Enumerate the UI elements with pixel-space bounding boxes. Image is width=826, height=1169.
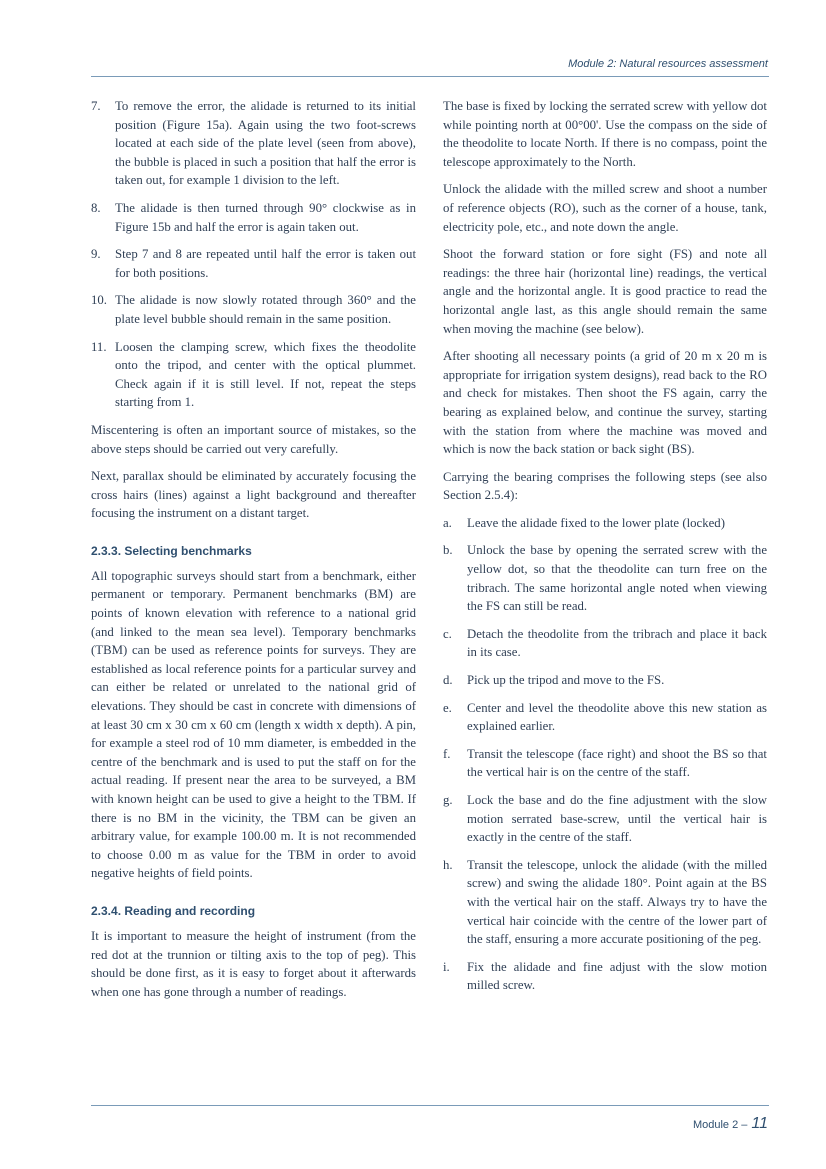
step-letter: i. xyxy=(443,959,450,974)
paragraph-base-fixed: The base is fixed by locking the serrated screw with yellow dot while pointing north at 00°00'. Use the compass on the side of the theodolite to locate North. If there is no compass, point the telescope approximately to the North. xyxy=(443,99,767,169)
left-column xyxy=(91,97,416,1010)
paragraph-parallax: Next, parallax should be eliminated by accurately focusing the cross hairs (lines) against a light background and thereafter focusing the instrument on a distant target. xyxy=(91,469,416,521)
step-b xyxy=(443,541,767,615)
paragraph-unlock-alidade: Unlock the alidade with the milled screw and shoot a number of reference objects (RO), such as the corner of a house, tank, electricity pole, etc., and note down the angle. xyxy=(443,182,767,234)
item-number: 8. xyxy=(91,200,101,215)
item-number: 9. xyxy=(91,247,101,262)
item-text: Step 7 and 8 are repeated until half the error is taken out for both positions. xyxy=(115,247,416,280)
step-text: Pick up the tripod and move to the FS. xyxy=(467,673,665,688)
page-footer xyxy=(693,1115,768,1133)
section-heading-benchmarks: 2.3.3. Selecting benchmarks xyxy=(91,543,252,558)
paragraph-carrying-bearing: Carrying the bearing comprises the following steps (see also Section 2.5.4): xyxy=(443,469,767,503)
header-rule xyxy=(91,76,769,77)
item-text: The alidade is now slowly rotated through 360° and the plate level bubble should remain in the same position. xyxy=(115,293,416,326)
step-text: Center and level the theodolite above this new station as explained earlier. xyxy=(467,700,767,734)
item-8 xyxy=(91,199,416,236)
step-letter: g. xyxy=(443,793,453,807)
step-c xyxy=(443,625,767,662)
step-letter: c. xyxy=(443,626,452,641)
step-d xyxy=(443,671,767,690)
page-number: 11 xyxy=(751,1115,768,1132)
step-text: Transit the telescope, unlock the alidade (with the milled screw) and swing the alidade 180°. Point again at the BS with the vertical hair on the staff. Always try to have the vertical hair coincide with the centre of the lower part of the staff, ensuring a more accurate positioning of the peg. xyxy=(467,857,767,947)
step-letter: f. xyxy=(443,746,451,761)
item-number: 11. xyxy=(91,339,107,354)
step-letter: d. xyxy=(443,673,453,688)
paragraph-benchmarks: All topographic surveys should start from a benchmark, either permanent or temporary. Permanent benchmarks (BM) are points of known elevation with reference to a national grid (and linked to the mean sea level). Temporary benchmarks (TBM) can be used as reference points for surveys. They are established as local reference points for a particular survey and can either be related or unrelated to the national grid of elevations. They should be cast in concrete with dimensions of at least 30 cm x 30 cm x 60 cm (length x width x depth). A pin, for example a steel rod of 10 mm diameter, is embedded in the centre of the benchmark and is used to put the staff on for the actual reading. If present near the area to be surveyed, a BM with known height can be used to give a height to the TBM. If there is no BM in the vicinity, the TBM can be given an arbitrary value, for example 100.00 m. It is not recommended to choose 0.00 m as value for the TBM in order to avoid negative heights of field points. xyxy=(91,568,416,881)
step-text: Leave the alidade fixed to the lower plate (locked) xyxy=(467,515,725,530)
step-text: Detach the theodolite from the tribrach and place it back in its case. xyxy=(467,626,767,660)
step-letter: h. xyxy=(443,857,453,872)
paragraph-after-shooting: After shooting all necessary points (a grid of 20 m x 20 m is appropriate for irrigation system designs), read back to the RO and check for mistakes. Then shoot the FS again, carry the bearing as explained below, and continue the survey, starting with the station from where the machine was moved and which is now the back station or back sight (BS). xyxy=(443,349,767,457)
paragraph-reading: It is important to measure the height of instrument (from the red dot at the trunnion or tilting axis to the top of peg). This should be done first, as it is easy to forget about it afterwards when one has gone through a number of readings. xyxy=(91,928,416,999)
step-text: Fix the alidade and fine adjust with the slow motion milled screw. xyxy=(467,959,767,993)
step-text: Unlock the base by opening the serrated screw with the yellow dot, so that the theodolite can turn free on the tribrach. The same horizontal angle noted when viewing the FS can still be read. xyxy=(467,543,767,614)
item-9 xyxy=(91,245,416,282)
step-text: Lock the base and do the fine adjustment with the slow motion serrated base-screw, until the vertical hair is exactly in the centre of the staff. xyxy=(467,793,767,845)
step-a xyxy=(443,514,767,533)
item-text: Loosen the clamping screw, which fixes the theodolite onto the tripod, and center with the optical plummet. Check again if it is still level. If not, repeat the steps starting from 1. xyxy=(115,339,416,410)
footer-rule xyxy=(91,1105,769,1106)
step-h xyxy=(443,856,767,949)
item-text: The alidade is then turned through 90° clockwise as in Figure 15b and half the error is again taken out. xyxy=(115,200,416,234)
running-header: Module 2: Natural resources assessment xyxy=(568,58,768,70)
item-text: To remove the error, the alidade is returned to its initial position (Figure 15a). Again using the two foot-screws located at each side of the plate level (seen from above), the bubble is placed in such a position that half the error is taken out, for example 1 division to the left. xyxy=(115,99,416,188)
item-10 xyxy=(91,291,416,328)
item-number: 7. xyxy=(91,99,101,113)
step-e xyxy=(443,699,767,736)
right-column xyxy=(443,97,767,1004)
step-letter: a. xyxy=(443,515,452,530)
step-text: Transit the telescope (face right) and shoot the BS so that the vertical hair is on the centre of the staff. xyxy=(467,746,767,780)
step-i xyxy=(443,958,767,995)
step-g xyxy=(443,791,767,847)
section-heading-reading: 2.3.4. Reading and recording xyxy=(91,903,256,918)
step-f xyxy=(443,745,767,782)
item-7 xyxy=(91,97,416,190)
paragraph-forward-station: Shoot the forward station or fore sight (FS) and note all readings: the three hair (horizontal line) readings, the vertical angle and the horizontal angle. It is good practice to read the horizontal angle last, as this angle should remain the same when moving the machine (see below). xyxy=(443,247,767,336)
footer-label: Module 2 – xyxy=(692,1119,748,1131)
item-number: 10. xyxy=(91,293,107,308)
step-letter: b. xyxy=(443,543,453,558)
item-11 xyxy=(91,338,416,412)
paragraph-miscentering: Miscentering is often an important source of mistakes, so the above steps should be carried out very carefully. xyxy=(91,422,416,456)
step-letter: e. xyxy=(443,700,452,715)
